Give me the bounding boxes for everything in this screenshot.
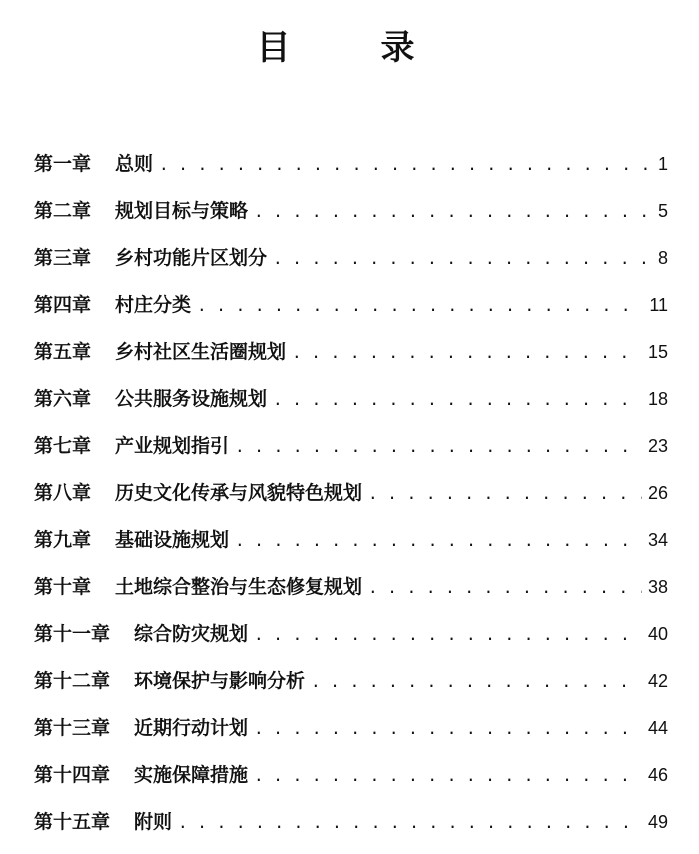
toc-entry[interactable] bbox=[34, 329, 668, 376]
dot-leader bbox=[273, 376, 642, 423]
toc-entry[interactable] bbox=[34, 423, 668, 470]
chapter-title: 乡村功能片区划分 bbox=[115, 247, 268, 269]
toc-entry[interactable] bbox=[34, 705, 668, 752]
chapter-title: 基础设施规划 bbox=[115, 529, 230, 551]
page-number: 44 bbox=[647, 718, 668, 738]
page-number: 38 bbox=[647, 577, 668, 597]
toc-entry[interactable] bbox=[34, 564, 668, 611]
chapter-number: 第二章 bbox=[34, 200, 92, 222]
page-number: 40 bbox=[647, 624, 668, 644]
chapter-title: 村庄分类 bbox=[115, 294, 192, 316]
chapter-number: 第五章 bbox=[34, 341, 92, 363]
chapter-number: 第六章 bbox=[34, 388, 92, 410]
page-number: 49 bbox=[647, 812, 668, 832]
chapter-title: 总则 bbox=[115, 153, 154, 175]
toc-entry[interactable] bbox=[34, 752, 668, 799]
page-number: 42 bbox=[647, 671, 668, 691]
dot-leader bbox=[235, 517, 642, 564]
chapter-title: 公共服务设施规划 bbox=[115, 388, 268, 410]
chapter-title: 土地综合整治与生态修复规划 bbox=[115, 576, 363, 598]
chapter-number: 第四章 bbox=[34, 294, 92, 316]
dot-leader bbox=[254, 188, 652, 235]
chapter-title: 乡村社区生活圈规划 bbox=[115, 341, 287, 363]
chapter-number: 第三章 bbox=[34, 247, 92, 269]
dot-leader bbox=[254, 752, 642, 799]
dot-leader bbox=[235, 423, 642, 470]
toc-entry[interactable] bbox=[34, 517, 668, 564]
chapter-number: 第一章 bbox=[34, 153, 92, 175]
chapter-title: 附则 bbox=[134, 811, 173, 833]
dot-leader bbox=[197, 282, 643, 329]
dot-leader bbox=[159, 141, 652, 188]
toc-entry[interactable] bbox=[34, 376, 668, 423]
page-number: 46 bbox=[647, 765, 668, 785]
chapter-title: 实施保障措施 bbox=[134, 764, 249, 786]
table-of-contents bbox=[34, 141, 668, 846]
dot-leader bbox=[178, 799, 642, 846]
page-number: 18 bbox=[647, 389, 668, 409]
dot-leader bbox=[368, 564, 642, 611]
chapter-number: 第十五章 bbox=[34, 811, 111, 833]
chapter-number: 第十章 bbox=[34, 576, 92, 598]
dot-leader bbox=[254, 705, 642, 752]
toc-entry[interactable] bbox=[34, 188, 668, 235]
toc-entry[interactable] bbox=[34, 799, 668, 846]
dot-leader bbox=[273, 235, 652, 282]
chapter-title: 产业规划指引 bbox=[115, 435, 230, 457]
toc-entry[interactable] bbox=[34, 470, 668, 517]
page-number: 34 bbox=[647, 530, 668, 550]
chapter-number: 第九章 bbox=[34, 529, 92, 551]
page-number: 26 bbox=[647, 483, 668, 503]
chapter-title: 规划目标与策略 bbox=[115, 200, 249, 222]
dot-leader bbox=[254, 611, 642, 658]
toc-entry[interactable] bbox=[34, 235, 668, 282]
dot-leader bbox=[311, 658, 642, 705]
chapter-number: 第十四章 bbox=[34, 764, 111, 786]
chapter-number: 第十二章 bbox=[34, 670, 111, 692]
chapter-number: 第七章 bbox=[34, 435, 92, 457]
chapter-number: 第十三章 bbox=[34, 717, 111, 739]
toc-entry[interactable] bbox=[34, 282, 668, 329]
page-title: 目 录 bbox=[256, 28, 443, 68]
page-number: 11 bbox=[649, 295, 668, 315]
chapter-number: 第十一章 bbox=[34, 623, 111, 645]
chapter-title: 综合防灾规划 bbox=[134, 623, 249, 645]
toc-entry[interactable] bbox=[34, 141, 668, 188]
chapter-title: 近期行动计划 bbox=[134, 717, 249, 739]
page-number: 15 bbox=[647, 342, 668, 362]
chapter-title: 历史文化传承与风貌特色规划 bbox=[115, 482, 363, 504]
page-number: 23 bbox=[647, 436, 668, 456]
page-number: 8 bbox=[657, 248, 668, 268]
toc-entry[interactable] bbox=[34, 611, 668, 658]
toc-entry[interactable] bbox=[34, 658, 668, 705]
dot-leader bbox=[292, 329, 642, 376]
chapter-title: 环境保护与影响分析 bbox=[134, 670, 306, 692]
dot-leader bbox=[368, 470, 642, 517]
page-number: 5 bbox=[657, 201, 668, 221]
chapter-number: 第八章 bbox=[34, 482, 92, 504]
page-number: 1 bbox=[657, 154, 668, 174]
